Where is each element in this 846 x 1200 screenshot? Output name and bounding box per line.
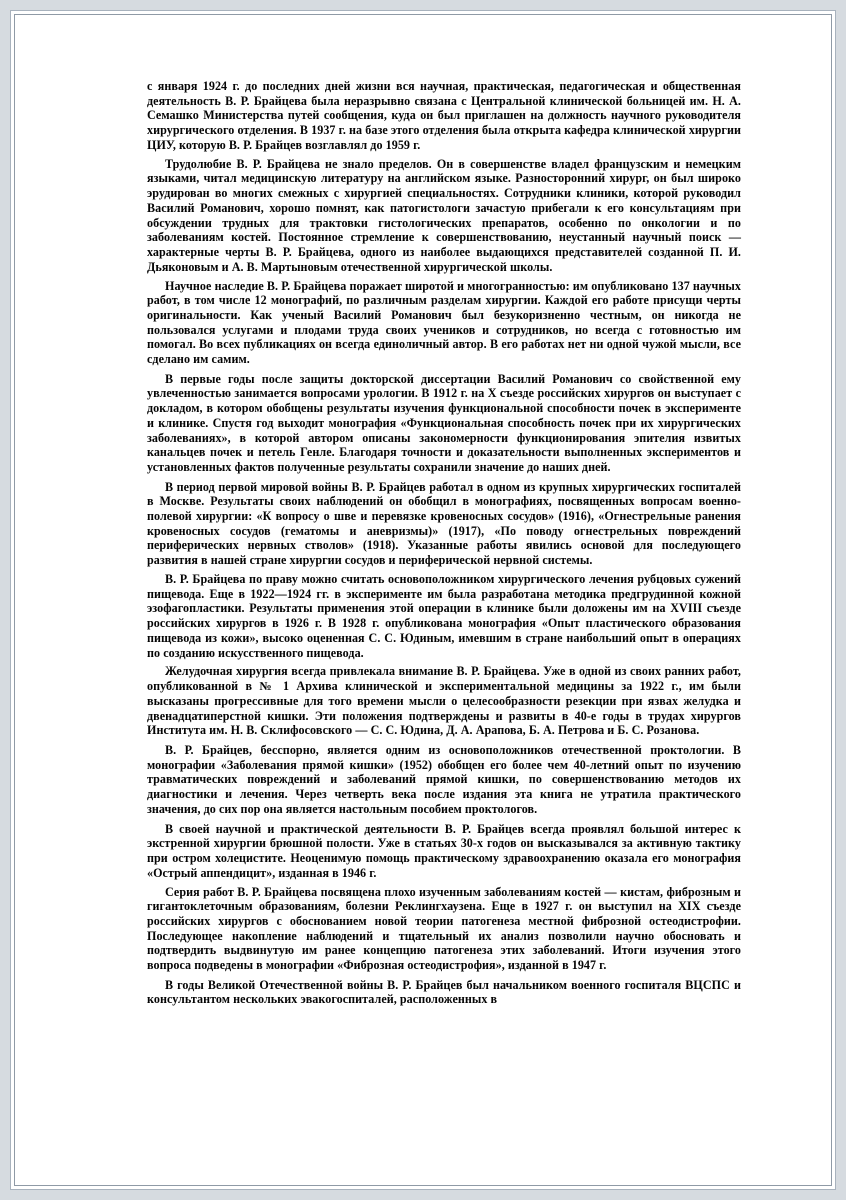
paragraph: В годы Великой Отечественной войны В. Р. Брайцев был начальником военного госпиталя ВЦСПС и консультантом нескольких эвакогоспиталей, расположенных в xyxy=(147,977,741,1007)
paragraph: В первые годы после защиты докторской диссертации Василий Романович со свойственной ему увлеченностью занимается вопросами урологии. В 1912 г. на X съезде российских хирургов он выступает с докладом, в котором обобщены результаты изучения функциональной способности почек в эксперименте и клинике. Спустя год выходит монография «Функциональная способность почек при их хирургических заболеваниях», в которой автором описаны закономерности функционирования эпителия извитых канальцев почек и петель Генле. Благодаря точности и доказательности выполненных экспериментов и установленных фактов полученные результаты сохранили значение до наших дней. xyxy=(147,371,741,474)
paragraph: Серия работ В. Р. Брайцева посвящена плохо изученным заболеваниям костей — кистам, фиброзным и гигантоклеточным образованиям, болезни Реклингхаузена. Еще в 1927 г. он выступил на XIX съезде российских хирургов с обоснованием новой теории патогенеза местной фиброзной остеодистрофии. Последующее накопление наблюдений и тщательный их анализ позволили научно обосновать и подтвердить выдвинутую им ранее концепцию патогенеза этих заболеваний. Итоги изучения этого вопроса подведены в монографии «Фиброзная остеодистрофия», изданной в 1947 г. xyxy=(147,884,741,973)
paragraph: В период первой мировой войны В. Р. Брайцев работал в одном из крупных хирургических госпиталей в Москве. Результаты своих наблюдений он обобщил в монографиях, посвященных вопросам военно-полевой хирургии: «К вопросу о шве и перевязке кровеносных сосудов» (1916), «Огнестрельные ранения кровеносных сосудов (гематомы и аневризмы)» (1917), «По поводу огнестрельных повреждений периферических нервных стволов» (1918). Указанные работы явились основой для последующего развития в нашей стране хирургии сосудов и периферической нервной системы. xyxy=(147,479,741,568)
paragraph: В. Р. Брайцев, бесспорно, является одним из основоположников отечественной проктологии. В монографии «Заболевания прямой кишки» (1952) обобщен его более чем 40-летний опыт по изучению травматических повреждений и заболеваний прямой кишки, по совершенствованию методов их диагностики и лечения. Через четверть века после издания эта книга не утратила практического значения, до сих пор она является настольным пособием проктологов. xyxy=(147,742,741,816)
paragraph: с января 1924 г. до последних дней жизни вся научная, практическая, педагогическая и общественная деятельность В. Р. Брайцева была неразрывно связана с Центральной клинической больницей им. Н. А. Семашко Министерства путей сообщения, куда он был приглашен на должность научного руководителя хирургического отделения. В 1937 г. на базе этого отделения была открыта кафедра клинической хирургии ЦИУ, которую В. Р. Брайцев возглавлял до 1959 г. xyxy=(147,79,741,152)
paragraph: Научное наследие В. Р. Брайцева поражает широтой и многогранностью: им опубликовано 137 научных работ, в том числе 12 монографий, по различным разделам хирургии. Каждой его работе присущи черты оригинальности. Как ученый Василий Романович был безукоризненно честным, он никогда не пользовался услугами и плодами труда своих учеников и сотрудников, но всегда с готовностью им помогал. Во всех публикациях он всегда единоличный автор. В его работах нет ни одной чужой мысли, все сделано им самим. xyxy=(147,278,741,367)
paragraph: Трудолюбие В. Р. Брайцева не знало пределов. Он в совершенстве владел французским и немецким языками, читал медицинскую литературу на английском языке. Разносторонний хирург, он был широко эрудирован во многих смежных с хирургией специальностях. Сотрудники клиники, которой руководил Василий Романович, хорошо помнят, как патогистологи зачастую прибегали к его консультациям при обсуждении трудных для трактовки гистологических препаратов, особенно по онкологии и по заболеваниям костей. Постоянное стремление к совершенствованию, неустанный научный поиск — характерные черты В. Р. Брайцева, одного из наиболее выдающихся представителей созданной П. И. Дьяконовым и А. В. Мартыновым отечественной хирургической школы. xyxy=(147,156,741,274)
paragraph: В своей научной и практической деятельности В. Р. Брайцев всегда проявлял большой интерес к экстренной хирургии брюшной полости. Уже в статьях 30-х годов он высказывался за активную тактику при остром холецистите. Неоценимую помощь практическому здравоохранению оказала его монография «Острый аппендицит», изданная в 1946 г. xyxy=(147,821,741,880)
document-body xyxy=(147,79,741,1011)
paragraph: В. Р. Брайцева по праву можно считать основоположником хирургического лечения рубцовых сужений пищевода. Еще в 1922—1924 гг. в эксперименте им была разработана методика предгрудинной кожной эзофагопластики. Результаты применения этой операции в клинике были доложены им на XVIII съезде российских хирургов в 1926 г. В 1928 г. опубликована монография «Опыт пластического образования пищевода из кожи», высоко оцененная С. С. Юдиным, имевшим в стране наибольший опыт в операциях по созданию искусственного пищевода. xyxy=(147,572,741,660)
scanned-page xyxy=(14,14,832,1186)
paragraph: Желудочная хирургия всегда привлекала внимание В. Р. Брайцева. Уже в одной из своих ранних работ, опубликованной в № 1 Архива клинической и экспериментальной медицины за 1922 г., им были высказаны прогрессивные для того времени мысли о целесообразности резекции при язвах желудка и двенадцатиперстной кишки. Эти положения подтверждены и развиты в 40-е годы в трудах хирургов Института им. Н. В. Склифосовского — С. С. Юдина, Д. А. Арапова, Б. А. Петрова и Б. С. Розанова. xyxy=(147,664,741,738)
